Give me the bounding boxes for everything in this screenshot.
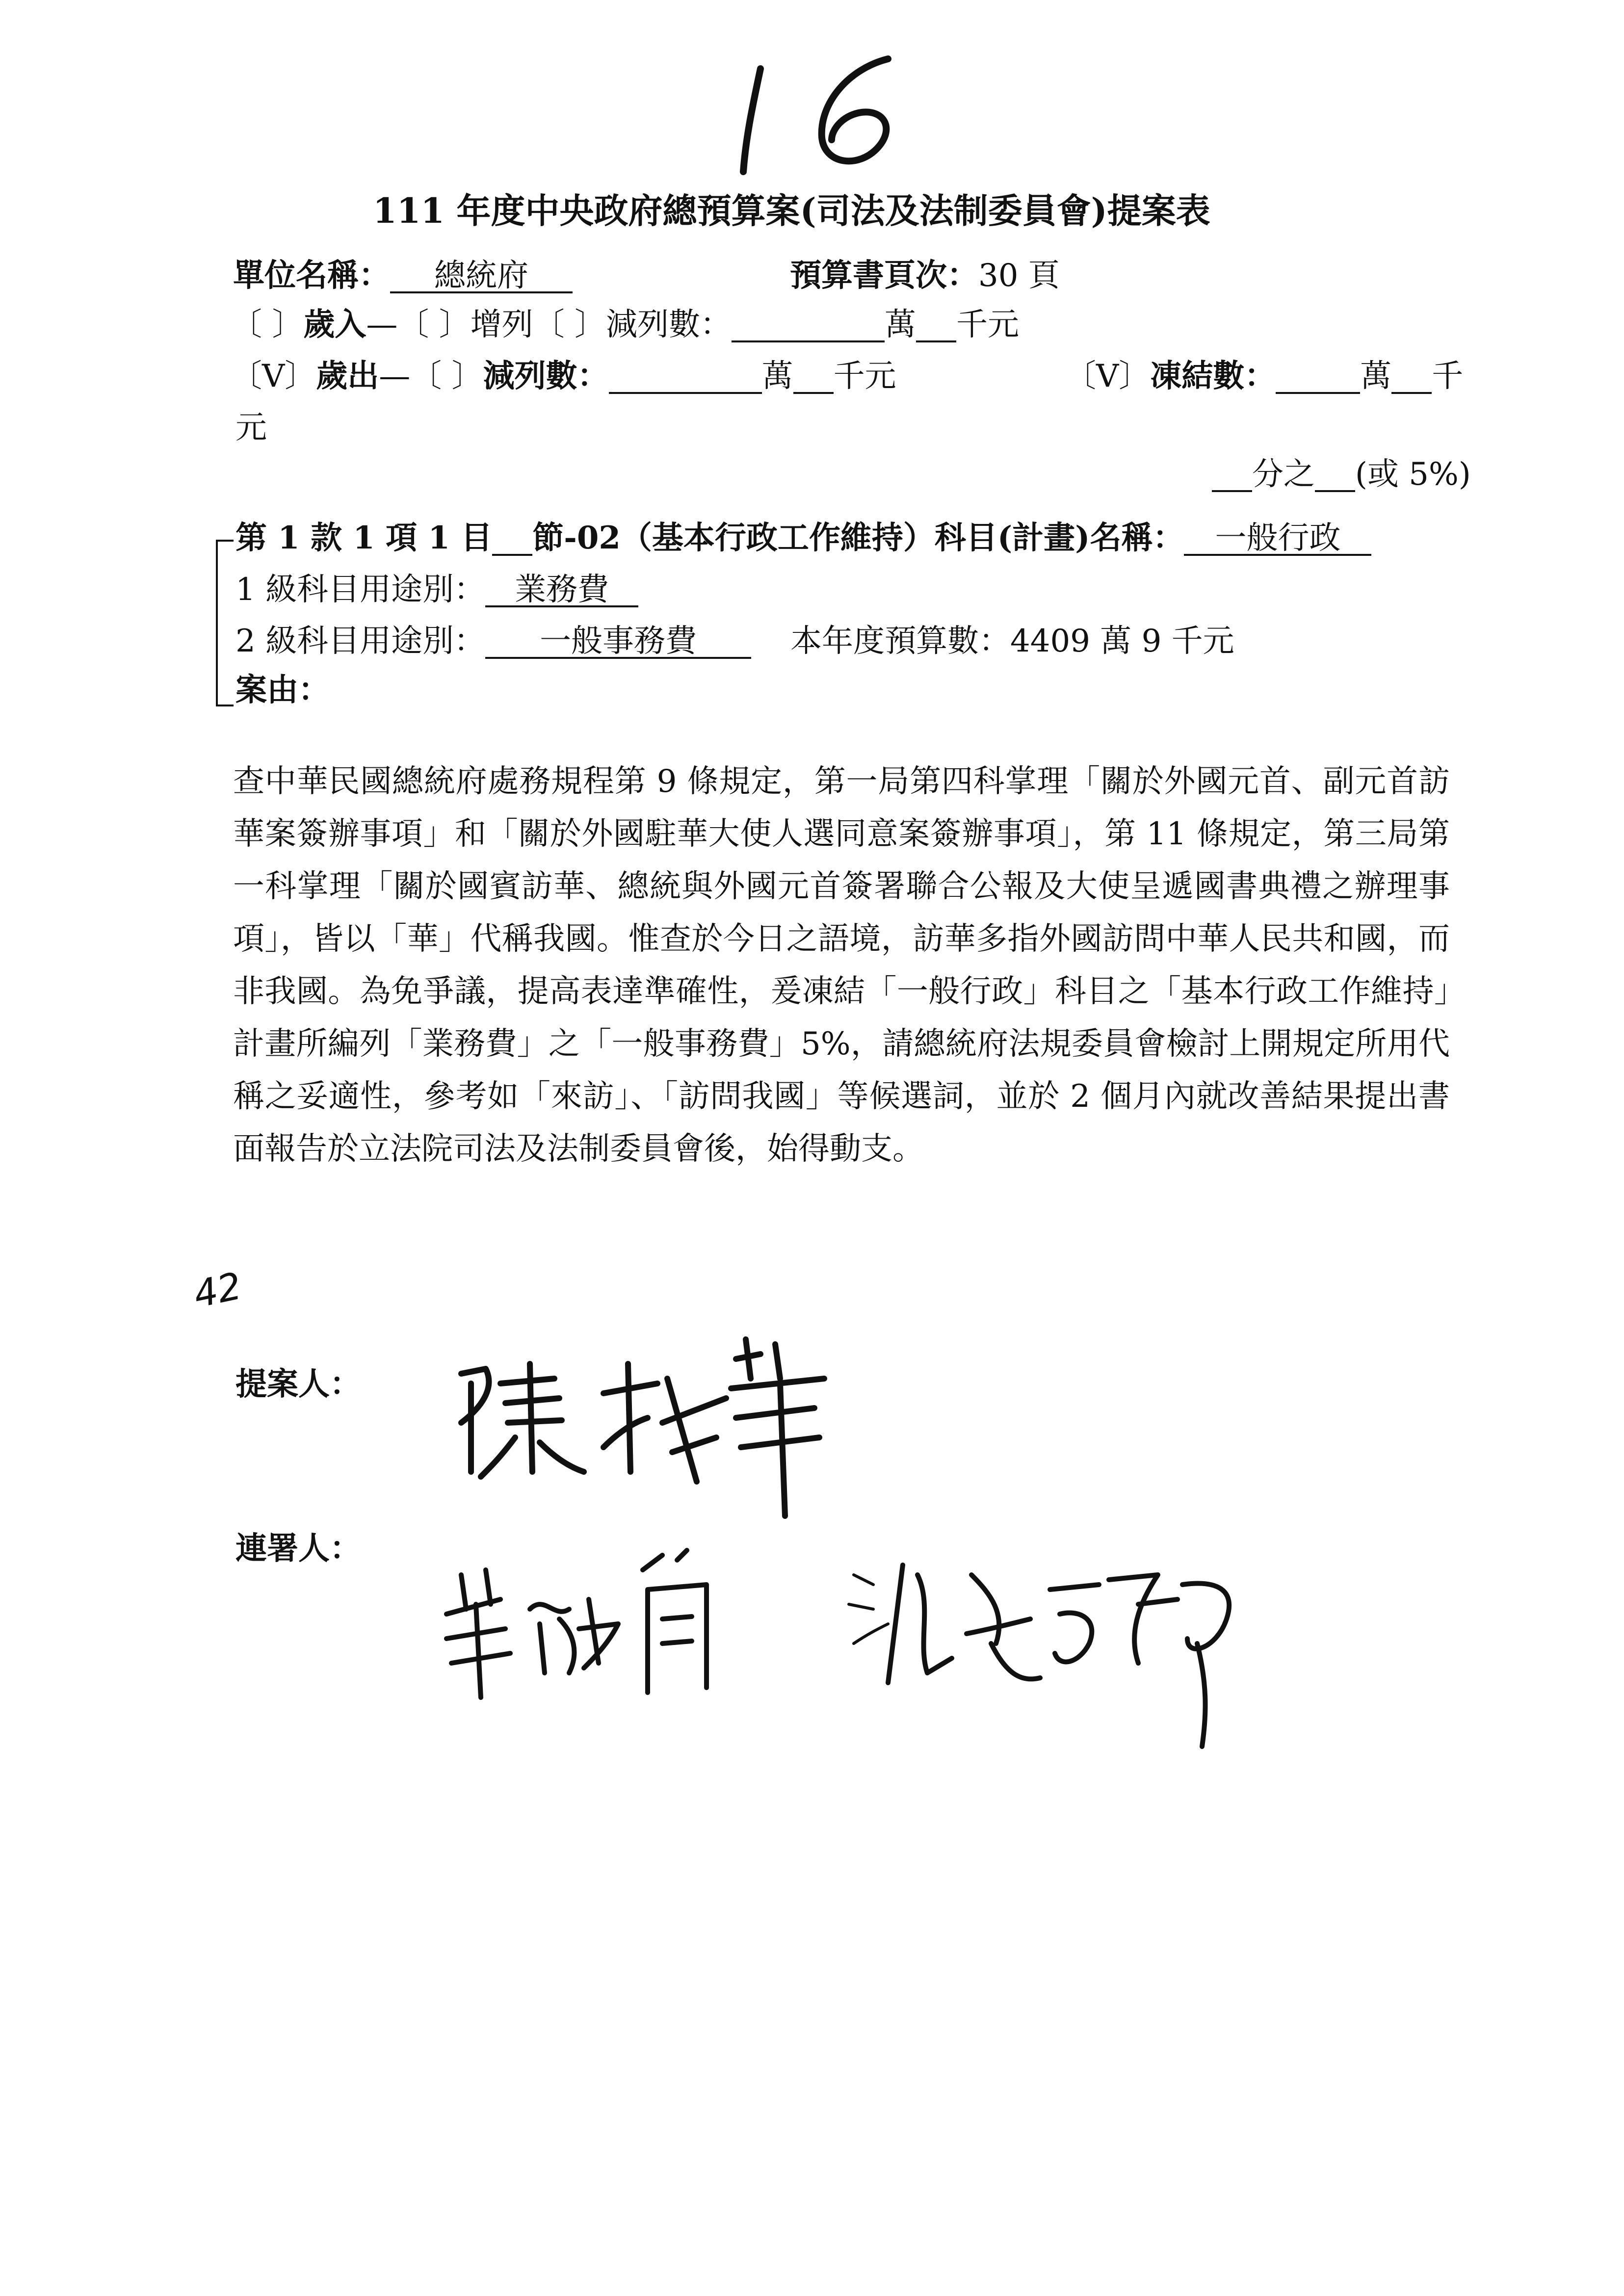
level2-value: 一般事務費: [485, 626, 751, 659]
ratio-fen: 分之: [1252, 456, 1315, 493]
freeze-label: 凍結數：: [1150, 358, 1276, 394]
subject-name-value: 一般行政: [1184, 522, 1371, 556]
freeze-qian-blank: [1391, 361, 1432, 394]
proposer-signature: [442, 1325, 844, 1521]
revenue-qian-blank: [916, 309, 956, 342]
ratio-row: [1212, 456, 1471, 493]
expense-checkbox: 〔V〕: [231, 358, 316, 394]
page-ref: [790, 257, 1060, 294]
subject-bracket: [216, 540, 218, 706]
current-year-budget: 本年度預算數：4409 萬 9 千元: [790, 623, 1234, 659]
expense-qian-blank: [793, 361, 834, 394]
subject-line: 第 1 款 1 項 1 目: [236, 520, 493, 556]
expense-wrap: 元: [236, 410, 267, 446]
level1-row: [236, 574, 638, 607]
subject-row: [236, 522, 1371, 556]
expense-label: 歲出: [316, 358, 379, 394]
unit-row: [233, 257, 573, 294]
handwritten-page-number: [726, 39, 913, 186]
document-title: 111 年度中央政府總預算案(司法及法制委員會)提案表: [373, 190, 1210, 231]
page-ref-value: 30 頁: [978, 258, 1060, 294]
unit-label: 單位名稱：: [233, 257, 390, 294]
subject-name-label: 科目(計畫)名稱：: [934, 520, 1184, 556]
unit-value: 總統府: [390, 260, 573, 293]
ratio-percent: (或 5%): [1355, 456, 1471, 493]
expense-cut-checkbox: 〔 〕: [410, 358, 483, 394]
freeze-row: [1065, 358, 1464, 394]
ratio-denominator-blank: [1315, 459, 1355, 492]
revenue-dash: —: [366, 307, 398, 343]
revenue-qian: 千元: [956, 307, 1020, 343]
margin-note: 42: [189, 1263, 245, 1317]
subject-bracket-bottom: [216, 704, 234, 706]
cosigner-signature-2: [844, 1545, 1246, 1751]
subject-blank: [492, 522, 532, 556]
expense-wan-blank: [609, 361, 762, 394]
subject-jie: 節-02（基本行政工作維持）: [532, 520, 935, 556]
reason-text: [233, 756, 1450, 1175]
subject-bracket-top: [216, 540, 234, 542]
revenue-cut-checkbox: 〔 〕: [533, 307, 606, 343]
level1-value: 業務費: [485, 574, 638, 607]
revenue-wan-blank: [732, 309, 885, 342]
level2-row: [236, 623, 1234, 659]
cosigner-signature-1: [432, 1526, 834, 1712]
expense-dash: —: [379, 358, 411, 394]
level2-label: 2 級科目用途別：: [236, 623, 486, 659]
freeze-wan-blank: [1276, 361, 1360, 394]
revenue-checkbox: 〔 〕: [231, 307, 304, 343]
expense-row: [231, 358, 896, 394]
level1-label: 1 級科目用途別：: [236, 572, 486, 608]
expense-cut-label: 減列數：: [483, 358, 609, 394]
proposer-label: 提案人：: [236, 1366, 361, 1403]
revenue-add-label: 增列: [470, 307, 533, 343]
cosigner-label: 連署人：: [236, 1530, 361, 1567]
reason-paragraph: 查中華民國總統府處務規程第 9 條規定，第一局第四科掌理「關於外國元首、副元首訪華案簽辦事項」和「關於外國駐華大使人選同意案簽辦事項」，第 11 條規定，第三局第一科掌理「關於國賓訪華、總統與外國元首簽署聯合公報及大使呈遞國書典禮之辦理事項」，皆以「華」代稱我國。惟查於今日之語境，訪華多指外國訪問中華人民共和國，而非我國。為免爭議，提高表達準確性，爰凍結「一般行政」科目之「基本行政工作維持」計畫所編列「業務費」之「一般事務費」5%，請總統府法規委員會檢討上開規定所用代稱之妥適性，參考如「來訪」、「訪問我國」等候選詞，並於 2 個月內就改善結果提出書面報告於立法院司法及法制委員會後，始得動支。: [233, 763, 1450, 1167]
revenue-row: [231, 306, 1020, 343]
expense-qian: 千元: [833, 358, 896, 394]
freeze-qian: 千: [1432, 358, 1464, 394]
page-ref-label: 預算書頁次：: [790, 257, 978, 294]
freeze-wan: 萬: [1360, 358, 1392, 394]
reason-label: 案由：: [236, 672, 330, 708]
revenue-label: 歲入: [303, 306, 367, 343]
expense-wan: 萬: [761, 358, 793, 394]
ratio-numerator-blank: [1212, 459, 1252, 492]
revenue-cut-label: 減列數：: [606, 307, 732, 343]
freeze-checkbox: 〔V〕: [1065, 358, 1151, 394]
revenue-wan: 萬: [885, 307, 917, 343]
revenue-add-checkbox: 〔 〕: [397, 307, 471, 343]
